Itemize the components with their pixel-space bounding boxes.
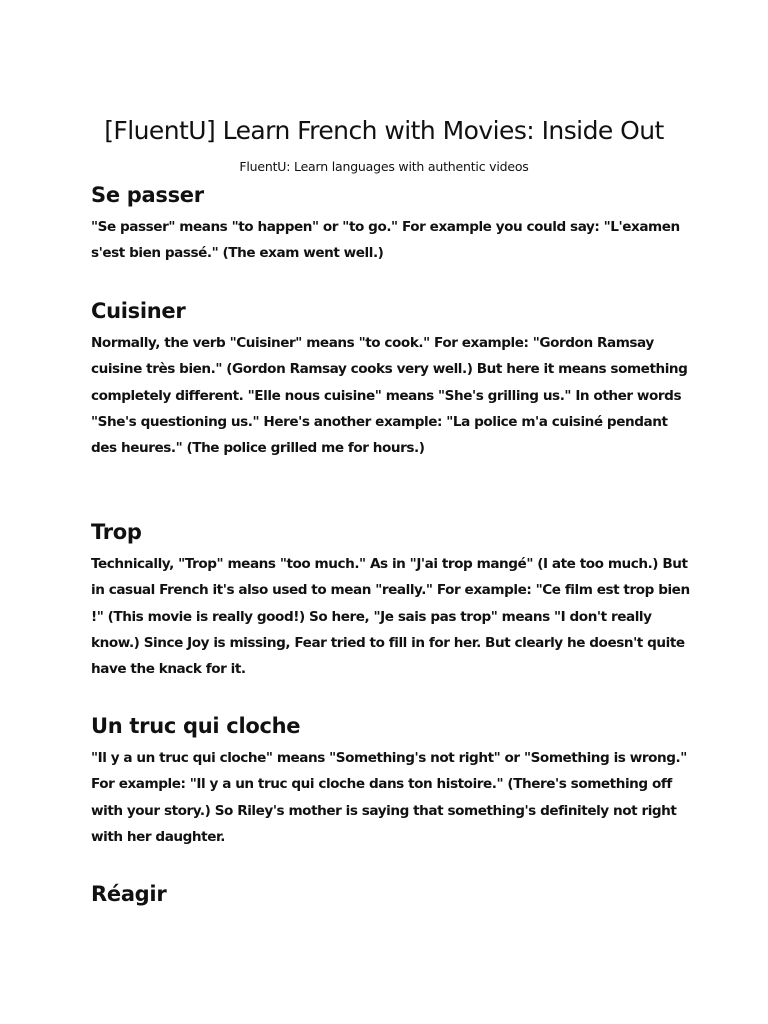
section-heading: Réagir: [91, 882, 167, 906]
section-heading: Se passer: [91, 183, 204, 207]
section-reagir: [91, 879, 691, 909]
section-body: "Il y a un truc qui cloche" means "Something's not right" or "Something is wrong." For example: "Il y a un truc qui cloche dans ton histoire." (There's something off with your story.) So Riley's mother is saying that something's definitely not right with her daughter.: [91, 750, 687, 845]
section-se-passer: [91, 180, 691, 267]
section-heading: Trop: [91, 520, 142, 544]
section-body: "Se passer" means "to happen" or "to go." For example you could say: "L'examen s'est bien passé." (The exam went well.): [91, 219, 680, 262]
section-body: Normally, the verb "Cuisiner" means "to cook." For example: "Gordon Ramsay cuisine très bien." (Gordon Ramsay cooks very well.) But here it means something completely different. "Elle nous cuisine" means "She's grilling us." In other words "She's questioning us." Here's another example: "La police m'a cuisiné pendant des heures." (The police grilled me for hours.): [91, 335, 688, 457]
document-subtitle: FluentU: Learn languages with authentic videos: [239, 159, 529, 174]
section-body: Technically, "Trop" means "too much." As in "J'ai trop mangé" (I ate too much.) But in casual French it's also used to mean "really." For example: "Ce film est trop bien !" (This movie is really good!) So here, "Je sais pas trop" means "I don't really know.) Since Joy is missing, Fear tried to fill in for her. But clearly he doesn't quite have the knack for it.: [91, 556, 690, 678]
section-heading: Cuisiner: [91, 299, 186, 323]
section-trop: [91, 517, 691, 682]
section-cuisiner: [91, 296, 691, 461]
section-un-truc-qui-cloche: [91, 711, 691, 850]
document-title: [FluentU] Learn French with Movies: Inside Out: [104, 116, 664, 145]
section-heading: Un truc qui cloche: [91, 714, 301, 738]
